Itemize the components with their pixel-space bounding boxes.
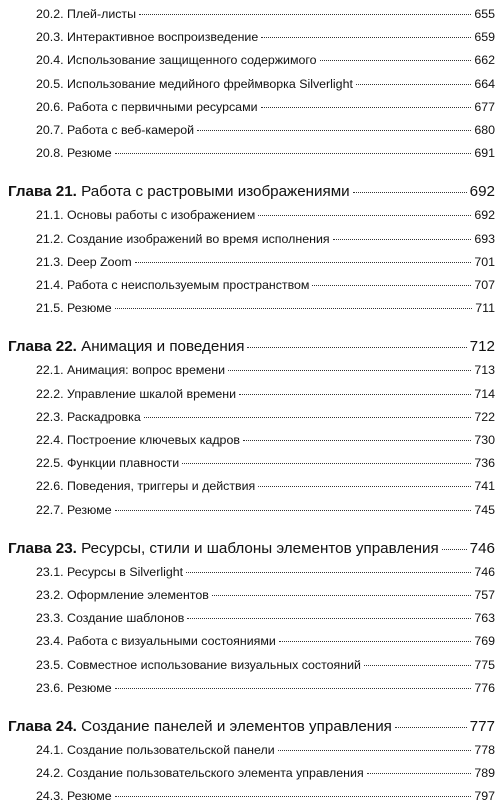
section-number: 21.5. <box>36 301 64 316</box>
section-number: 20.8. <box>36 146 64 161</box>
section-number: 20.5. <box>36 76 64 91</box>
toc-entry[interactable] <box>0 433 503 455</box>
section-page-number: 662 <box>474 53 495 68</box>
chapter-number: Глава 24. <box>8 718 77 735</box>
dot-leader <box>115 153 472 154</box>
chapter-title: Работа с растровыми изображениями <box>81 183 350 201</box>
dot-leader <box>182 463 471 464</box>
section-number: 23.3. <box>36 611 64 626</box>
section-number: 20.6. <box>36 99 64 114</box>
chapter-title: Создание панелей и элементов управления <box>81 718 392 735</box>
toc-entry[interactable] <box>0 255 503 277</box>
section-page-number: 722 <box>474 409 495 424</box>
section-page-number: 655 <box>474 7 495 21</box>
toc-entry[interactable] <box>0 77 503 99</box>
section-number: 20.3. <box>36 30 64 45</box>
section-title: Создание пользовательской панели <box>67 743 275 757</box>
section-title: Работа с первичными ресурсами <box>67 99 258 114</box>
toc-entry[interactable] <box>0 363 503 385</box>
section-title: Работа с веб-камерой <box>67 123 195 137</box>
dot-leader <box>228 370 471 371</box>
toc-entry[interactable] <box>0 100 503 122</box>
dot-leader <box>312 285 471 286</box>
section-title: Резюме <box>67 502 112 517</box>
dot-leader <box>135 262 472 263</box>
chapter-page-number: 777 <box>469 718 495 735</box>
section-page-number: 730 <box>474 433 495 447</box>
section-number: 21.1. <box>36 208 64 223</box>
section-number: 22.5. <box>36 456 64 471</box>
section-title: Оформление элементов <box>67 588 209 602</box>
dot-leader <box>239 394 471 395</box>
toc-entry[interactable] <box>0 503 503 525</box>
dot-leader <box>197 130 471 131</box>
section-number: 21.4. <box>36 278 64 292</box>
chapter-title: Анимация и поведения <box>81 338 245 356</box>
section-number: 22.4. <box>36 433 64 447</box>
chapter-page-number: 692 <box>469 183 495 201</box>
section-page-number: 797 <box>474 789 495 804</box>
toc-entry[interactable] <box>0 301 503 323</box>
section-page-number: 677 <box>474 99 495 114</box>
section-number: 22.7. <box>36 502 64 517</box>
section-number: 23.5. <box>36 657 64 672</box>
dot-leader <box>353 192 467 193</box>
dot-leader <box>320 60 472 61</box>
toc-entry[interactable] <box>0 565 503 587</box>
chapter-heading[interactable] <box>0 338 503 360</box>
dot-leader <box>395 727 467 728</box>
section-number: 22.3. <box>36 409 64 424</box>
dot-leader <box>356 84 471 85</box>
toc-entry[interactable] <box>0 681 503 703</box>
dot-leader <box>279 641 472 642</box>
section-number: 22.2. <box>36 386 64 401</box>
chapter-number: Глава 23. <box>8 539 77 557</box>
section-title: Функции плавности <box>67 456 180 471</box>
section-number: 24.3. <box>36 789 64 804</box>
toc-entry[interactable] <box>0 743 503 765</box>
section-page-number: 691 <box>474 146 495 161</box>
section-page-number: 707 <box>474 278 495 292</box>
section-number: 23.2. <box>36 588 64 602</box>
dot-leader <box>258 486 471 487</box>
section-page-number: 757 <box>474 588 495 602</box>
toc-entry[interactable] <box>0 208 503 230</box>
section-number: 20.2. <box>36 7 64 21</box>
section-title: Резюме <box>67 680 112 695</box>
toc-entry[interactable] <box>0 30 503 52</box>
dot-leader <box>144 417 472 418</box>
section-page-number: 763 <box>474 611 495 626</box>
section-page-number: 745 <box>474 502 495 517</box>
dot-leader <box>115 510 472 511</box>
chapter-page-number: 712 <box>469 338 495 356</box>
chapter-title: Ресурсы, стили и шаблоны элементов управления <box>81 539 439 557</box>
section-page-number: 746 <box>474 564 495 579</box>
toc-entry[interactable] <box>0 146 503 168</box>
section-page-number: 778 <box>474 743 495 757</box>
section-number: 22.1. <box>36 363 64 378</box>
section-title: Работа с неиспользуемым пространством <box>67 278 310 292</box>
dot-leader <box>367 773 472 774</box>
section-title: Совместное использование визуальных состояний <box>67 657 361 672</box>
section-number: 20.7. <box>36 123 64 137</box>
dot-leader <box>258 215 471 216</box>
dot-leader <box>212 595 472 596</box>
section-number: 23.4. <box>36 634 64 649</box>
toc-entry[interactable] <box>0 123 503 145</box>
dot-leader <box>364 665 471 666</box>
section-title: Анимация: вопрос времени <box>67 363 226 378</box>
toc-entry[interactable] <box>0 658 503 680</box>
dot-leader <box>139 14 471 15</box>
section-page-number: 664 <box>474 76 495 91</box>
section-title: Резюме <box>67 789 112 804</box>
toc-entry[interactable] <box>0 456 503 478</box>
section-title: Резюме <box>67 301 112 316</box>
section-page-number: 775 <box>474 657 495 672</box>
section-title: Построение ключевых кадров <box>67 433 240 447</box>
section-page-number: 713 <box>474 363 495 378</box>
dot-leader <box>115 308 473 309</box>
chapter-number: Глава 22. <box>8 338 77 356</box>
dot-leader <box>442 549 467 550</box>
section-page-number: 789 <box>474 766 495 781</box>
section-title: Создание пользовательского элемента управления <box>67 766 364 781</box>
section-page-number: 736 <box>474 456 495 471</box>
section-title: Создание изображений во время исполнения <box>67 231 330 246</box>
toc-entry[interactable] <box>0 410 503 432</box>
section-number: 24.1. <box>36 743 64 757</box>
section-number: 23.6. <box>36 680 64 695</box>
toc-entry[interactable] <box>0 479 503 501</box>
section-number: 21.3. <box>36 254 64 269</box>
section-title: Основы работы с изображением <box>67 208 256 223</box>
chapter-number: Глава 21. <box>8 183 77 201</box>
section-title: Ресурсы в Silverlight <box>67 564 184 579</box>
dot-leader <box>115 688 472 689</box>
dot-leader <box>247 347 466 348</box>
section-page-number: 711 <box>475 301 495 316</box>
section-number: 22.6. <box>36 479 64 494</box>
section-page-number: 714 <box>474 386 495 401</box>
toc-entry[interactable] <box>0 387 503 409</box>
chapter-heading[interactable] <box>0 718 503 740</box>
section-page-number: 692 <box>474 208 495 223</box>
dot-leader <box>187 618 471 619</box>
toc-entry[interactable] <box>0 232 503 254</box>
toc-entry[interactable] <box>0 766 503 788</box>
dot-leader <box>115 796 472 797</box>
toc-entry[interactable] <box>0 53 503 75</box>
toc-entry[interactable] <box>0 611 503 633</box>
section-number: 24.2. <box>36 766 64 781</box>
section-title: Управление шкалой времени <box>67 386 237 401</box>
section-page-number: 769 <box>474 634 495 649</box>
dot-leader <box>278 750 472 751</box>
dot-leader <box>261 37 471 38</box>
section-number: 23.1. <box>36 564 64 579</box>
section-page-number: 741 <box>474 479 495 494</box>
section-title: Создание шаблонов <box>67 611 185 626</box>
dot-leader <box>186 572 471 573</box>
section-title: Интерактивное воспроизведение <box>67 30 259 45</box>
dot-leader <box>243 440 471 441</box>
section-title: Поведения, триггеры и действия <box>67 479 256 494</box>
chapter-heading[interactable] <box>0 540 503 562</box>
section-title: Раскадровка <box>67 409 141 424</box>
toc-entry[interactable] <box>0 634 503 656</box>
dot-leader <box>333 239 472 240</box>
section-title: Использование защищенного содержимого <box>67 53 317 68</box>
section-page-number: 701 <box>474 254 495 269</box>
section-title: Deep Zoom <box>67 254 132 269</box>
toc-entry[interactable] <box>0 789 503 811</box>
section-title: Использование медийного фреймворка Silverlight <box>67 76 353 91</box>
toc-entry[interactable] <box>0 7 503 29</box>
section-page-number: 659 <box>474 30 495 45</box>
section-page-number: 693 <box>474 231 495 246</box>
toc-entry[interactable] <box>0 588 503 610</box>
chapter-heading[interactable] <box>0 183 503 205</box>
section-number: 21.2. <box>36 231 64 246</box>
section-title: Работа с визуальными состояниями <box>67 634 276 649</box>
section-page-number: 776 <box>474 680 495 695</box>
dot-leader <box>261 107 472 108</box>
section-number: 20.4. <box>36 53 64 68</box>
toc-entry[interactable] <box>0 278 503 300</box>
section-title: Плей-листы <box>67 7 137 21</box>
section-title: Резюме <box>67 146 112 161</box>
section-page-number: 680 <box>474 123 495 137</box>
chapter-page-number: 746 <box>469 539 495 557</box>
